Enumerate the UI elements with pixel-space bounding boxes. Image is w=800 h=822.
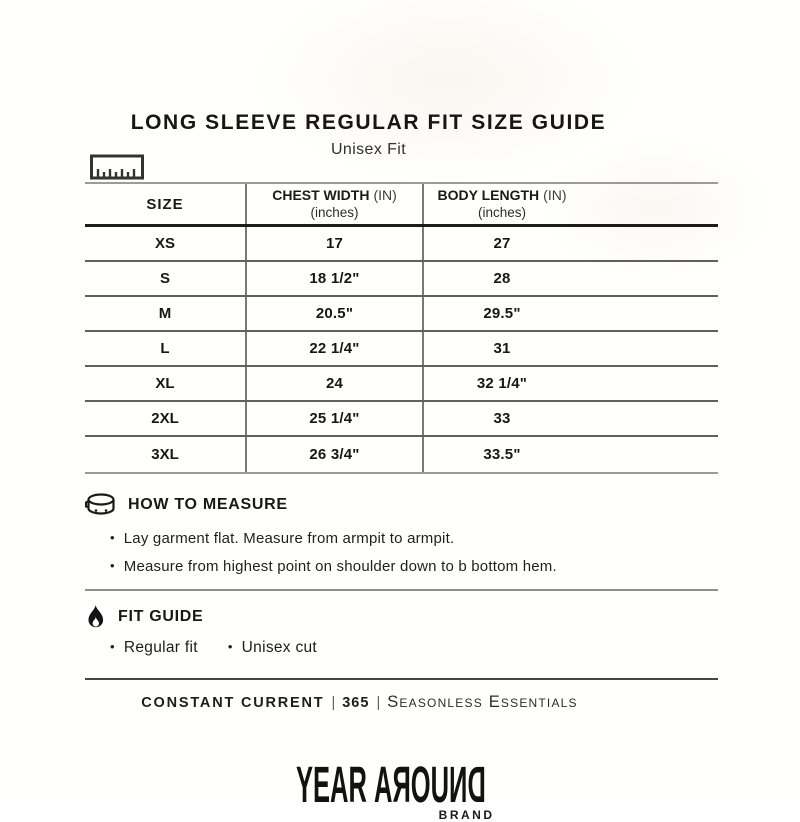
chest-width-cell: 22 1/4" [245,332,422,365]
logo-letter: E [312,756,330,813]
size-cell: 3XL [151,446,179,463]
body-length-cell: 31 [422,332,580,365]
section-divider [85,589,718,591]
fit-bullet-unisex: • Unisex cut [228,639,317,657]
logo-letter [366,765,373,805]
fit-guide-heading: FIT GUIDE [118,608,204,625]
row-filler [580,262,718,295]
body-length-cell: 28 [422,262,580,295]
how-to-measure-heading: HOW TO MEASURE [128,495,288,513]
size-cell: L [160,340,170,357]
separator-pipe: | [331,695,336,711]
body-length-cell: 33.5" [422,437,580,472]
separator-pipe: | [376,695,381,711]
size-table [85,182,718,474]
logo-letter: A [329,756,348,813]
size-cell: 2XL [151,410,179,427]
body-length-cell: 32 1/4" [422,367,580,400]
page-title: LONG SLEEVE REGULAR FIT SIZE GUIDE [130,111,607,134]
chest-width-cell: 24 [245,367,422,400]
chest-width-unit: (IN) [373,187,397,203]
size-cell: XS [154,235,175,252]
table-row [85,332,718,367]
logo-letter: O [410,756,431,813]
body-length-cell: 29.5" [422,297,580,330]
logo-letter-mirrored: N [448,756,467,813]
chest-width-cell: 20.5" [245,297,422,330]
measure-instruction-item: • Lay garment flat. Measure from armpit to armpit. [110,529,718,548]
brand-number: 365 [342,695,370,711]
brand-tagline: Seasonless Essentials [387,693,578,711]
logo-letter-mirrored: R [391,756,411,813]
row-filler [580,437,718,472]
logo-letter: A [373,756,392,813]
measure-instructions-list [110,529,718,576]
chest-width-cell: 25 1/4" [245,402,422,435]
row-filler [580,367,718,400]
logo-letter: U [430,756,449,813]
row-filler [580,402,718,435]
size-cell: XL [155,375,175,392]
brand-logo-word [295,756,486,813]
chest-width-label: CHEST WIDTH [272,187,370,203]
logo-letter: R [347,756,367,813]
brand-name-text: CONSTANT CURRENT [141,695,325,711]
ruler-icon [90,154,144,185]
flame-icon [85,604,106,630]
row-filler [580,297,718,330]
table-body [85,227,718,472]
table-header-row [85,184,718,227]
chest-width-sub: (inches) [310,205,359,220]
header-filler [580,184,718,224]
brand-logo [295,756,496,822]
size-guide-content [85,0,718,822]
fit-guide-section [85,604,718,657]
footer-divider [85,678,718,680]
body-length-cell: 33 [422,402,580,435]
size-cell: S [159,270,170,287]
chest-width-cell: 26 3/4" [245,437,422,472]
table-row [85,367,718,402]
body-length-label: BODY LENGTH [437,187,540,203]
footer-tagline [85,693,718,712]
col-header-size: SIZE [146,195,184,213]
chest-width-cell: 18 1/2" [245,262,422,295]
row-filler [580,227,718,260]
fit-guide-list [110,639,718,657]
body-length-cell: 27 [422,227,580,260]
row-filler [580,332,718,365]
logo-letter: Y [295,756,313,813]
chest-width-cell: 17 [245,227,422,260]
col-header-chest [245,184,422,224]
logo-sub-label: BRAND [438,808,495,822]
body-length-sub: (inches) [477,205,526,220]
table-row [85,297,718,332]
col-header-length [422,184,580,224]
size-cell: M [158,305,172,322]
table-row [85,437,718,472]
fit-bullet-regular: • Regular fit [110,639,198,657]
table-row [85,227,718,262]
body-length-unit: (IN) [543,187,567,203]
measure-instruction-item: • Measure from highest point on shoulder down to b bottom hem. [110,557,718,576]
table-row [85,402,718,437]
measuring-tape-icon [85,491,116,518]
table-row [85,262,718,297]
how-to-measure-section [85,491,718,576]
page-subtitle: Unisex Fit [330,141,407,158]
logo-letter-mirrored: D [466,756,486,813]
